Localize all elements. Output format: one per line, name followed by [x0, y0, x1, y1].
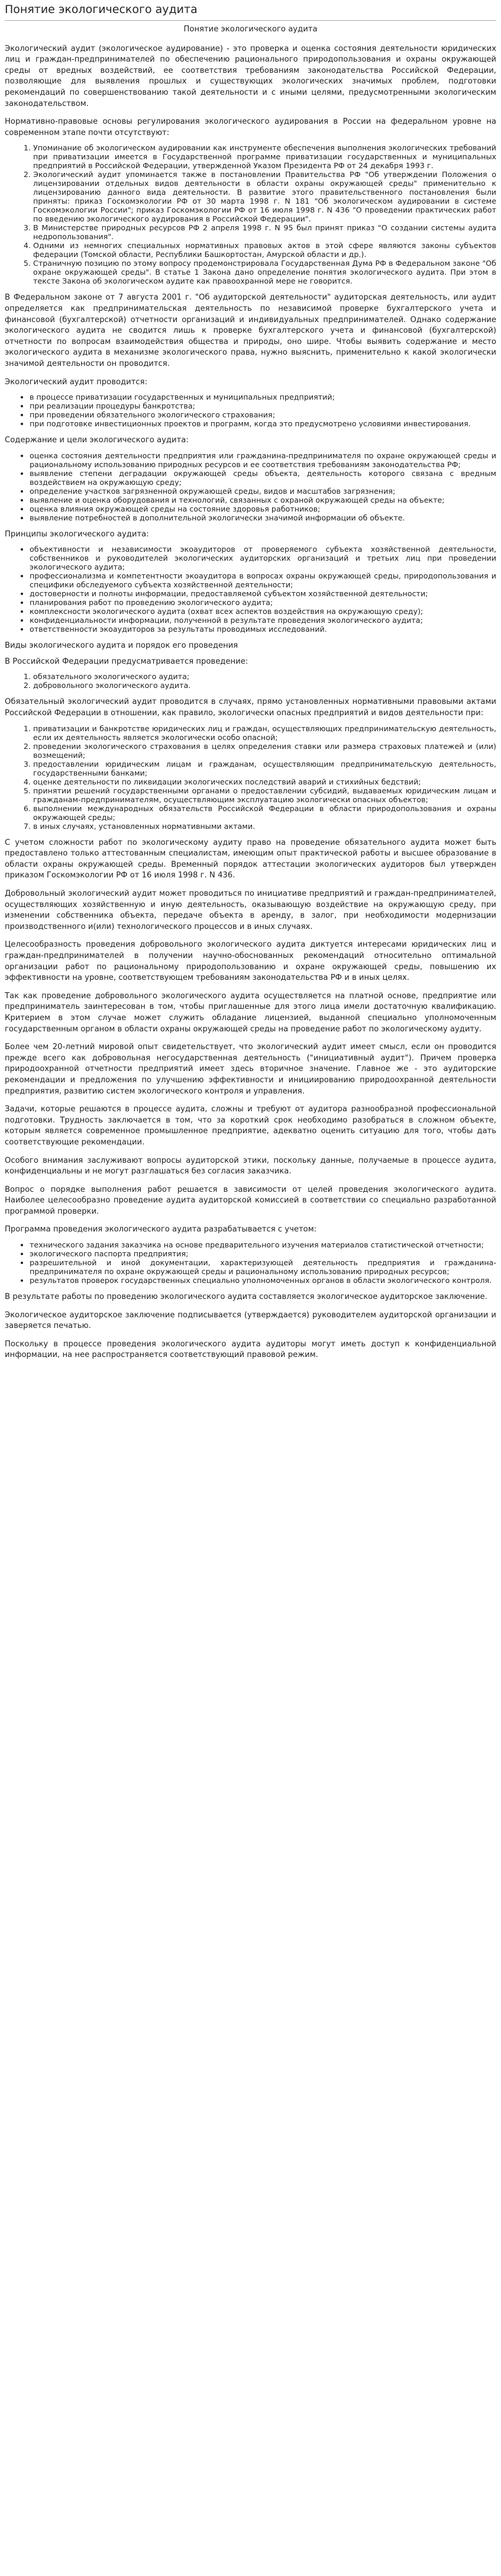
- numbered-list: [5, 672, 496, 690]
- list-item: • в процессе приватизации государственных и муниципальных предприятий;: [30, 393, 496, 401]
- list-item: • оценка влияния окружающей среды на состояние здоровья работников;: [30, 504, 496, 513]
- paragraph: Целесообразность проведения добровольного экологического аудита диктуется интересами юридических лиц и граждан-предпринимателей в получении научно-обоснованных рекомендаций относительно оптимальной организации работ по рациональному природопользованию и охране окружающей среды, повышению их эффективности на уровне, соответствующем требованиям законодательства РФ и в иных целях.: [5, 940, 496, 983]
- list-item: • выявление потребностей в дополнительной экологически значимой информации об объекте.: [30, 513, 496, 522]
- list-item: • результатов проверок государственных специально уполномоченных органов в области экологического контроля.: [30, 1276, 496, 1285]
- paragraph: Обязательный экологический аудит проводится в случаях, прямо установленных нормативными правовыми актами Российской Федерации в отношении, как правило, экологически опасных предприятий и видов деятельности при:: [5, 697, 496, 718]
- paragraph: Особого внимания заслуживают вопросы аудиторской этики, поскольку данные, получаемые в процессе аудита, конфиденциальны и не могут разглашаться без согласия заказчика.: [5, 1156, 496, 1176]
- paragraph: Принципы экологического аудита:: [5, 529, 149, 539]
- list-item: 1. Упоминание об экологическом аудировании как инструменте обеспечения выполнения экологических требований при приватизации имеется в Государственной программе приватизации государственных и муниципальных предприятий в Российской Федерации, утвержденной Указом Президента РФ от 24 декабря 1993 г.: [33, 143, 496, 170]
- paragraph: Экологический аудит проводится:: [5, 377, 148, 387]
- paragraph: Так как проведение добровольного экологического аудита осуществляется на платной основе, предприятие или предприниматель заинтересован в том, чтобы приглашенные для этого лица имели достаточную квалификацию. Критерием в этом случае может служить обладание лицензией, выданной специально уполномоченным государственным органом в области охраны окружающей среды на проведение работ по экологическому аудиту.: [5, 991, 496, 1034]
- list-item: 6. выполнении международных обязательств Российской Федерации в области природопользования и охраны окружающей среды;: [33, 804, 496, 822]
- bullet-list: [5, 393, 496, 428]
- paragraph: Добровольный экологический аудит может проводиться по инициативе предприятий и граждан-предпринимателей, осуществляющих хозяйственную и иную деятельность, оказывающую воздействие на окружающую среду, при изменении собственника объекта, передаче объекта в аренду, в залог, при необходимости модернизации производственного и(или) технологического процессов и в иных случаях.: [5, 889, 496, 931]
- paragraph: Виды экологического аудита и порядок его проведения: [5, 641, 238, 651]
- list-item: 4. Одними из немногих специальных нормативных правовых актов в этой сфере являются законы субъектов федерации (Томской области, Республики Башкортостан, Амурской области и др.).: [33, 241, 496, 259]
- list-item: • ответственности экоаудиторов за результаты проводимых исследований.: [30, 625, 496, 633]
- paragraph: Нормативно-правовые основы регулирования экологического аудирования в России на федеральном уровне на современном этапе почти отсутствуют:: [5, 117, 496, 137]
- bullet-list: [5, 545, 496, 633]
- list-item: • конфиденциальности информации, полученной в результате проведения экологического аудита;: [30, 616, 496, 625]
- list-item: • профессионализма и компетентности экоаудитора в вопросах охраны окружающей среды, природопользования и специфики обследуемого субъекта хозяйственной деятельности;: [30, 571, 496, 589]
- article-body: [5, 44, 496, 1361]
- paragraph: Экологический аудит (экологическое аудирование) - это проверка и оценка состояния деятельности юридических лиц и граждан-предпринимателей по обеспечению рационального природопользования и охраны окружающей среды от вредных воздействий, ее соответствия требованиям законодательства Российской Федерации, позволяющие для выявления прошлых и существующих экологических значимых проблем, подготовки рекомендаций по совершенствованию такой деятельности и с иными целями, предусмотренными экологическим законодательством.: [5, 44, 496, 108]
- paragraph: Поскольку в процессе проведения экологического аудита аудиторы могут иметь доступ к конфиденциальной информации, на нее распространяется соответствующий правовой режим.: [5, 1339, 496, 1360]
- list-item: • технического задания заказчика на основе предварительного изучения материалов статистической отчетности;: [30, 1240, 496, 1249]
- list-item: • достоверности и полноты информации, предоставляемой субъектом хозяйственной деятельности;: [30, 589, 496, 598]
- article-subtitle: Понятие экологического аудита: [183, 25, 318, 34]
- paragraph: Содержание и цели экологического аудита:: [5, 436, 189, 445]
- paragraph: Программа проведения экологического аудита разрабатывается с учетом:: [5, 1225, 317, 1234]
- list-item: • при проведении обязательного экологического страхования;: [30, 410, 496, 419]
- list-item: 1. обязательного экологического аудита;: [33, 672, 496, 681]
- list-item: • выявление степени деградации окружающей среды объекта, деятельность которого связана с вредным воздействием на окружающую среду;: [30, 469, 496, 487]
- list-item: 1. приватизации и банкротстве юридических лиц и граждан, осуществляющих предпринимательскую деятельность, если их деятельность является экологически особо опасной;: [33, 724, 496, 742]
- list-item: • выявление и оценка оборудования и технологий, связанных с охраной окружающей среды на объекте;: [30, 496, 496, 504]
- list-item: • разрешительной и иной документации, характеризующей деятельность предприятия и гражданина-предпринимателя по охране окружающей среды и рациональному использованию природных ресурсов;: [30, 1258, 496, 1276]
- list-item: 2. проведении экологического страхования в целях определения ставки или размера страховых платежей и (или) возмещений;: [33, 742, 496, 760]
- list-item: • экологического паспорта предприятия;: [30, 1249, 496, 1258]
- list-item: • объективности и независимости экоаудиторов от проверяемого субъекта хозяйственной деятельности, собственников и руководителей экологических аудиторских организаций и третьих лиц при проведении экологического аудита;: [30, 545, 496, 571]
- paragraph: С учетом сложности работ по экологическому аудиту право на проведение обязательного аудита может быть предоставлено только аттестованным специалистам, имеющим опыт практической работы и высшее образование в области охраны окружающей среды. Временный порядок аттестации экологических аудиторов был утвержден приказом Госкомэкологии РФ от 16 июля 1998 г. N 436.: [5, 838, 496, 880]
- list-item: • оценка состояния деятельности предприятия или гражданина-предпринимателя по охране окружающей среды и рациональному использованию природных ресурсов и ее соответствия требованиям законодательства РФ;: [30, 451, 496, 469]
- paragraph: Вопрос о порядке выполнения работ решается в зависимости от целей проведения экологического аудита. Наиболее целесообразно проведение аудита аудиторской комиссией в соответствии со специально разработанной программой проверки.: [5, 1185, 496, 1216]
- paragraph: Задачи, которые решаются в процессе аудита, сложны и требуют от аудитора разнообразной профессиональной подготовки. Трудность заключается в том, что за короткий срок необходимо разобраться в сложном объекте, которым является современное промышленное предприятие, адекватно оценить ситуацию для того, чтобы дать соответствующие рекомендации.: [5, 1105, 496, 1147]
- list-item: • комплексности экологического аудита (охват всех аспектов воздействия на окружающую среду);: [30, 607, 496, 616]
- paragraph: В результате работы по проведению экологического аудита составляется экологическое аудиторское заключение.: [5, 1292, 487, 1302]
- numbered-list: [5, 143, 496, 285]
- list-item: • при подготовке инвестиционных проектов и программ, когда это предусмотрено условиями инвестирования.: [30, 419, 496, 428]
- paragraph: Более чем 20-летний мировой опыт свидетельствует, что экологический аудит имеет смысл, если он проводится прежде всего как добровольная негосударственная деятельность ("инициативный аудит"). Причем проверка природоохранной отчетности предприятий имеет здесь вторичное значение. Главное же - это аудиторские рекомендации и предложения по улучшению эффективности и инициированию природоохранной деятельности предприятия, развитию систем экологического контроля и управления.: [5, 1043, 496, 1096]
- paragraph: В Российской Федерации предусматривается проведение:: [5, 657, 248, 666]
- bullet-list: [5, 451, 496, 522]
- paragraph: В Федеральном законе от 7 августа 2001 г. "Об аудиторской деятельности" аудиторская деятельность, или аудит определяется как предпринимательская деятельность по независимой проверке бухгалтерского учета и финансовой (бухгалтерской) отчетности организаций и индивидуальных предпринимателей. Однако содержание экологического аудита не сводится лишь к проверке бухгалтерского учета и финансовой (бухгалтерской) отчетности по вопросам взаимодействия общества и природы, оно шире. Чтобы выявить содержание и место экологического аудита в механизме экологического права, нужно выяснить, применительно к какой экологически значимой деятельности он проводится.: [5, 293, 496, 368]
- list-item: 3. В Министерстве природных ресурсов РФ 2 апреля 1998 г. N 95 был принят приказ "О создании системы аудита недропользования".: [33, 223, 496, 241]
- numbered-list: [5, 724, 496, 831]
- paragraph: Экологическое аудиторское заключение подписывается (утверждается) руководителем аудиторской организации и заверяется печатью.: [5, 1310, 496, 1331]
- bullet-list: [5, 1240, 496, 1285]
- list-item: • планирования работ по проведению экологического аудита;: [30, 598, 496, 607]
- page-title: Понятие экологического аудита: [5, 0, 496, 21]
- list-item: 4. оценке деятельности по ликвидации экологических последствий аварий и стихийных бедствий;: [33, 777, 496, 786]
- list-item: 5. Страничную позицию по этому вопросу продемонстрировала Государственная Дума РФ в Федеральном законе "Об охране окружающей среды". В статье 1 Закона дано определение понятия экологического аудита. При этом в тексте Закона об экологическом аудите как правоохранной мере не говорится.: [33, 259, 496, 285]
- list-item: 7. в иных случаях, установленных нормативными актами.: [33, 822, 496, 831]
- list-item: • определение участков загрязненной окружающей среды, видов и масштабов загрязнения;: [30, 487, 496, 496]
- list-item: 2. добровольного экологического аудита.: [33, 681, 496, 690]
- list-item: • при реализации процедуры банкротства;: [30, 401, 496, 410]
- list-item: 2. Экологический аудит упоминается также в постановлении Правительства РФ "Об утверждении Положения о лицензировании отдельных видов деятельности в области охраны окружающей среды" применительно к лицензированию данного вида деятельности. В развитие этого правительственного постановления были приняты: приказ Госкомэкологии РФ от 30 марта 1998 г. N 181 "Об экологическом аудировании в системе Госкомэкологии России"; приказ Госкомэкологии РФ от 16 июля 1998 г. N 436 "О проведении практических работ по введению экологического аудирования в Российской Федерации".: [33, 170, 496, 223]
- list-item: 3. предоставлении юридическим лицам и гражданам, осуществляющим предпринимательскую деятельность, государственными банками;: [33, 760, 496, 777]
- list-item: 5. принятии решений государственными органами о предоставлении субсидий, выдаваемых юридическим лицам и гражданам-предпринимателям, осуществляющим эксплуатацию экологически опасных объектов;: [33, 786, 496, 804]
